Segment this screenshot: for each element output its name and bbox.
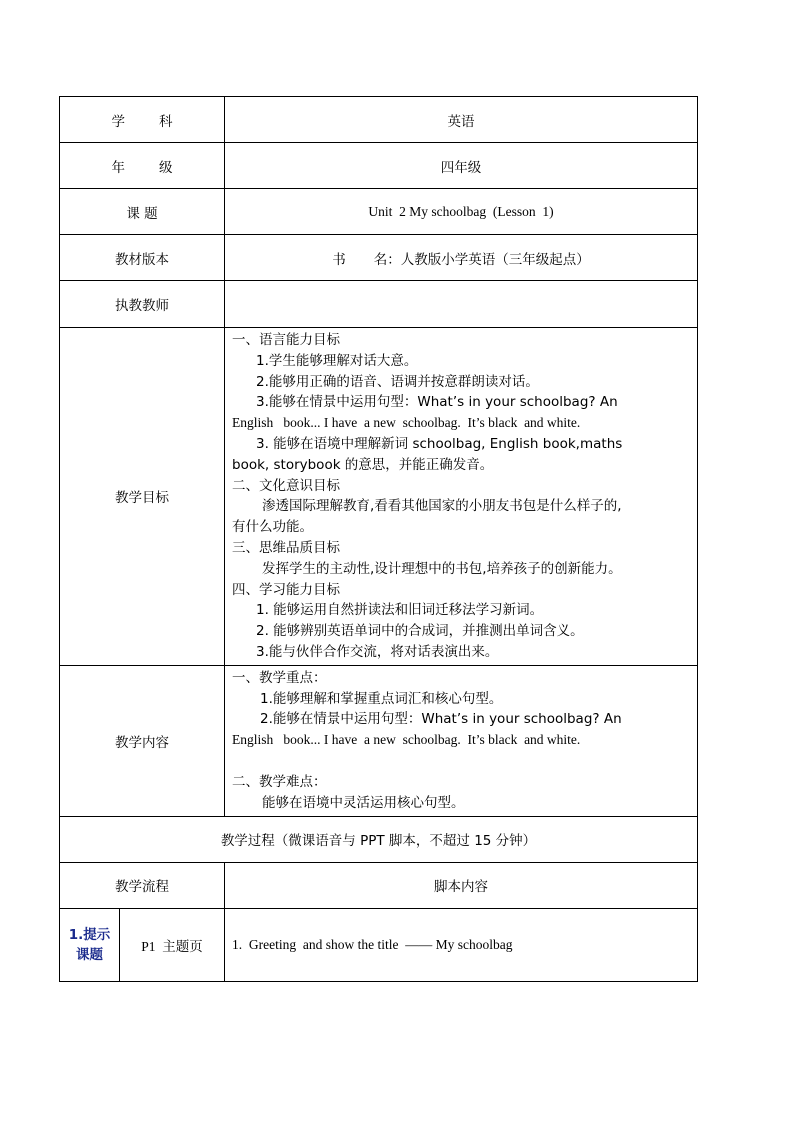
content-line: 2.能够在情景中运用句型：What’s in your schoolbag? An (260, 711, 622, 728)
objective-line: 2. 能够辨别英语单词中的合成词，并推测出单词含义。 (256, 623, 584, 640)
teacher-value[interactable] (225, 281, 698, 328)
textbook-name: 名：人教版小学英语（三年级起点） (373, 251, 590, 268)
content-label: 教学内容 (60, 665, 225, 816)
lesson-plan-table (59, 96, 698, 982)
objective-line: English book... I have a new schoolbag. It’s black and white. (232, 415, 581, 431)
row-objectives (60, 328, 698, 666)
step-script[interactable]: 1. Greeting and show the title —— My schoolbag (225, 908, 698, 981)
grade-label-b: 级 (159, 159, 173, 176)
row-flow-header (60, 862, 698, 908)
step-stage[interactable] (60, 908, 120, 981)
row-teacher (60, 281, 698, 328)
subject-label-b: 科 (159, 113, 173, 130)
teacher-label: 执教教师 (60, 281, 225, 328)
objective-heading-language: 一、语言能力目标 (232, 332, 340, 348)
subject-label (60, 97, 225, 143)
textbook-prefix: 书 (332, 251, 346, 268)
process-heading: 教学过程（微课语音与 PPT 脚本，不超过 15 分钟） (60, 816, 698, 862)
step-slide[interactable]: P1 主题页 (120, 908, 225, 981)
content-line: 1.能够理解和掌握重点词汇和核心句型。 (260, 690, 503, 707)
objective-line: 2.能够用正确的语音、语调并按意群朗读对话。 (256, 373, 539, 390)
row-content (60, 665, 698, 816)
flow-header-left: 教学流程 (60, 862, 225, 908)
row-process-heading (60, 816, 698, 862)
textbook-value[interactable] (225, 235, 698, 281)
subject-label-a: 学 (111, 113, 125, 130)
objectives-content[interactable] (225, 328, 698, 666)
content-heading-difficult: 二、教学难点： (232, 773, 327, 790)
objective-line: 3.能够在情景中运用句型：What’s in your schoolbag? An (256, 394, 618, 411)
textbook-label: 教材版本 (60, 235, 225, 281)
content-line: 能够在语境中灵活运用核心句型。 (262, 794, 465, 811)
grade-label (60, 143, 225, 189)
objective-line: 1.学生能够理解对话大意。 (256, 352, 418, 369)
objectives-label: 教学目标 (60, 328, 225, 666)
topic-label: 课 题 (60, 189, 225, 235)
objective-heading-thinking: 三、思维品质目标 (232, 539, 340, 556)
content-body[interactable] (225, 665, 698, 816)
objective-line: 1. 能够运用自然拼读法和旧词迁移法学习新词。 (256, 602, 544, 619)
objective-line: 有什么功能。 (232, 519, 313, 536)
objective-heading-learning: 四、学习能力目标 (232, 581, 340, 598)
objective-line: 3.能与伙伴合作交流，将对话表演出来。 (256, 643, 499, 660)
subject-value[interactable]: 英语 (225, 97, 698, 143)
objective-line: 3. 能够在语境中理解新词 schoolbag, English book,maths (256, 435, 623, 452)
row-grade (60, 143, 698, 189)
step-stage-line2: 课题 (76, 946, 103, 963)
topic-value[interactable]: Unit 2 My schoolbag (Lesson 1) (225, 189, 698, 235)
flow-header-right: 脚本内容 (225, 862, 698, 908)
objective-heading-culture: 二、文化意识目标 (232, 477, 340, 494)
row-subject (60, 97, 698, 143)
content-heading-key: 一、教学重点： (232, 669, 327, 686)
row-textbook (60, 235, 698, 281)
row-topic (60, 189, 698, 235)
step-stage-line1: 1.提示 (68, 926, 111, 943)
row-step-1 (60, 908, 698, 981)
objective-line: book, storybook 的意思，并能正确发音。 (232, 456, 494, 473)
content-blank-line (232, 751, 693, 772)
objective-line: 渗透国际理解教育,看看其他国家的小朋友书包是什么样子的, (262, 498, 622, 515)
grade-value[interactable]: 四年级 (225, 143, 698, 189)
objective-line: 发挥学生的主动性,设计理想中的书包,培养孩子的创新能力。 (262, 560, 622, 577)
content-line: English book... I have a new schoolbag. It’s black and white. (232, 732, 581, 748)
grade-label-a: 年 (111, 159, 125, 176)
